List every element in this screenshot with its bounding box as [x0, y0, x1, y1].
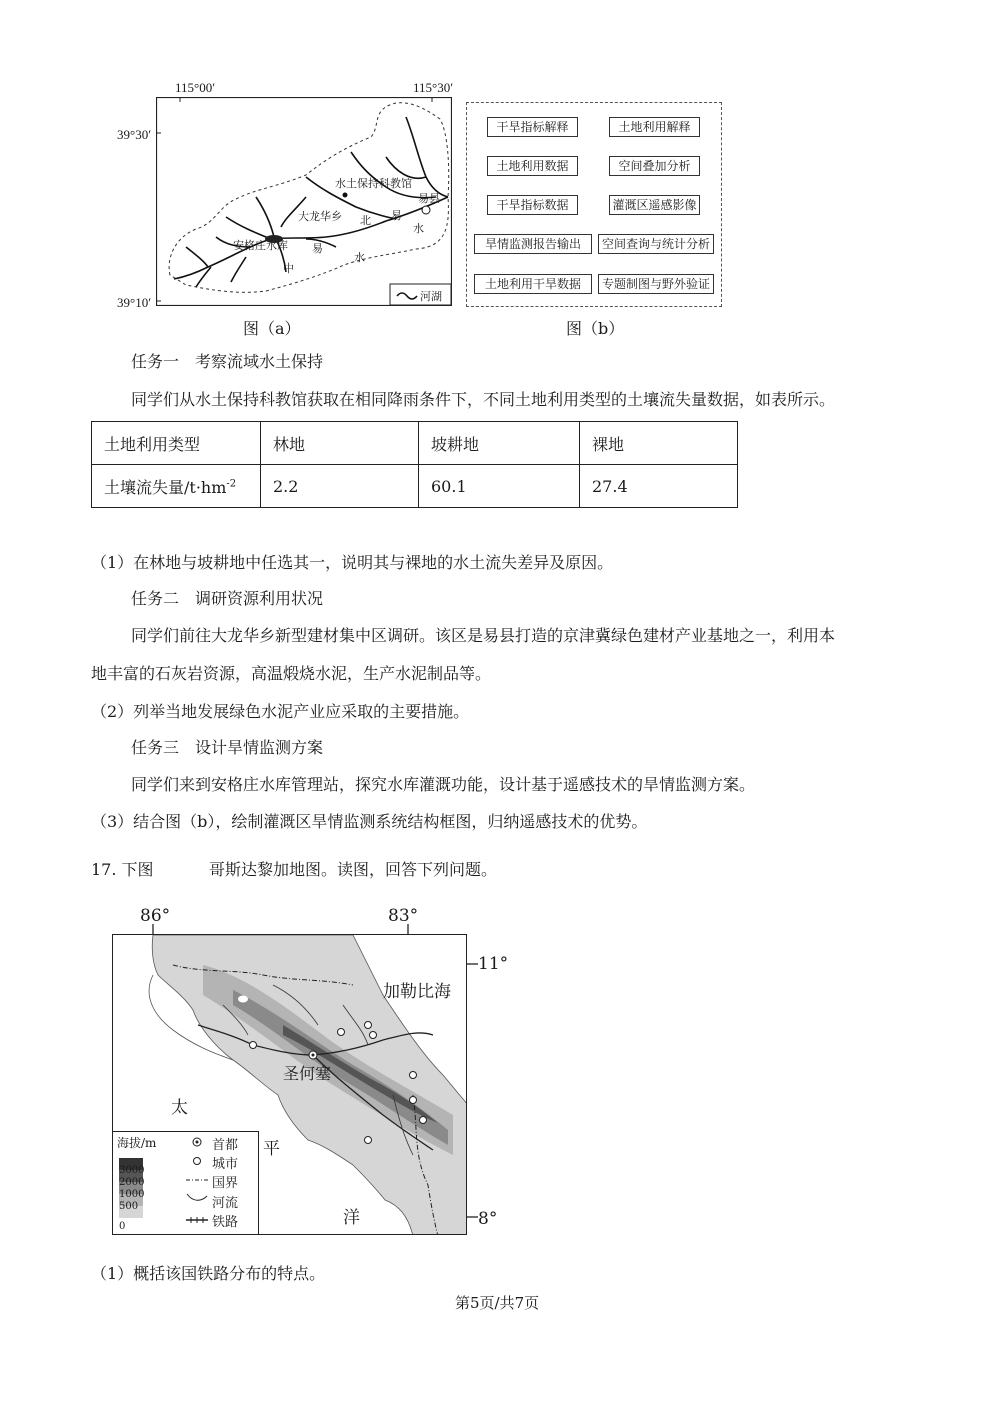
legend-capital: 首都 — [212, 1138, 239, 1153]
label-caribbean-sea: 加勒比海 — [383, 982, 451, 1002]
caption-figure-b: 图（b） — [566, 319, 625, 338]
table-row — [92, 465, 738, 508]
river-label-zhong: 中 — [283, 262, 294, 275]
lon-label-115-30: 115°30′ — [413, 80, 454, 95]
river-basin-map — [156, 97, 452, 306]
box-drought-report-output: 旱情监测报告输出 — [474, 234, 592, 254]
place-science-museum: 水土保持科教馆 — [335, 177, 412, 190]
task3-intro: 同学们来到安格庄水库管理站，探究水库灌溉功能，设计基于遥感技术的旱情监测方案。 — [131, 775, 756, 794]
lon-label-86: 86° — [140, 906, 171, 926]
legend-symbols — [185, 1136, 209, 1234]
legend-level-2000: 2000 — [119, 1177, 145, 1188]
box-land-use-interpretation: 土地利用解释 — [609, 117, 700, 137]
legend-level-1000: 1000 — [119, 1189, 145, 1200]
map2-legend — [113, 1131, 259, 1235]
table-header-cell: 林地 — [261, 422, 419, 465]
table-row — [92, 422, 738, 465]
river-label-yi: 易 — [391, 209, 402, 222]
table-header-cell: 土地利用类型 — [92, 422, 261, 465]
river-label-bei: 北 — [360, 214, 371, 227]
place-yixian: 易县 — [418, 192, 440, 205]
question-3: （3）结合图（b），绘制灌溉区旱情监测系统结构框图，归纳遥感技术的优势。 — [91, 812, 648, 831]
task2-line2: 地丰富的石灰岩资源，高温煅烧水泥，生产水泥制品等。 — [91, 664, 492, 683]
box-drought-index-data: 干旱指标数据 — [487, 195, 578, 215]
table-cell: 60.1 — [419, 465, 580, 508]
label-ocean-tai: 太 — [171, 1098, 188, 1118]
label-ocean-ping: 平 — [263, 1139, 280, 1159]
river-label-yi-2: 易 — [312, 242, 323, 255]
label-san-jose: 圣何塞 — [283, 1064, 332, 1083]
legend-elevation-title: 海拔/m — [117, 1136, 157, 1150]
table-header-cell: 裸地 — [580, 422, 738, 465]
table-cell: 2.2 — [261, 465, 419, 508]
caption-figure-a: 图（a） — [243, 319, 301, 338]
lat-label-39-10: 39°10′ — [117, 295, 152, 310]
task2-line1: 同学们前往大龙华乡新型建材集中区调研。该区是易县打造的京津冀绿色建材产业基地之一，利用本 — [131, 626, 836, 645]
place-dalonghua: 大龙华乡 — [298, 210, 342, 223]
box-drought-index-interpretation: 干旱指标解释 — [487, 117, 578, 137]
river-label-shui-2: 水 — [354, 251, 365, 264]
question-2: （2）列举当地发展绿色水泥产业应采取的主要措施。 — [91, 702, 470, 721]
legend-level-3000: 3000 — [119, 1165, 145, 1176]
place-angezhuang-reservoir: 安格庄水库 — [233, 239, 288, 252]
lat-label-39-30: 39°30′ — [117, 127, 152, 142]
lat-label-8: 8° — [478, 1209, 498, 1229]
task1-title: 任务一 考察流域水土保持 — [131, 352, 324, 371]
question-1: （1）在林地与坡耕地中任选其一，说明其与裸地的水土流失差异及原因。 — [91, 553, 614, 572]
task2-title: 任务二 调研资源利用状况 — [131, 589, 324, 608]
legend-river: 河流 — [212, 1196, 239, 1211]
question-17-text: 哥斯达黎加地图。读图，回答下列问题。 — [209, 860, 498, 879]
lat-label-11: 11° — [478, 954, 509, 974]
task1-intro: 同学们从水土保持科教馆获取在相同降雨条件下，不同土地利用类型的土壤流失量数据，如表所示。 — [131, 390, 836, 409]
table-row-label: 土壤流失量$/t\cdot hm^{-2}$ — [92, 465, 261, 508]
table-header-cell: 坡耕地 — [419, 422, 580, 465]
question-17-1: （1）概括该国铁路分布的特点。 — [91, 1264, 326, 1283]
box-mapping-field-verification: 专题制图与野外验证 — [598, 274, 714, 294]
table-cell: 27.4 — [580, 465, 738, 508]
task3-title: 任务三 设计旱情监测方案 — [131, 738, 324, 757]
box-irrigation-remote-images: 灌溉区遥感影像 — [609, 195, 700, 215]
box-land-use-drought-data: 土地利用干旱数据 — [474, 274, 592, 294]
page-footer: 第5页/共7页 — [455, 1294, 540, 1312]
costa-rica-map — [112, 934, 467, 1235]
legend-level-0: 0 — [119, 1221, 126, 1232]
river-label-shui: 水 — [413, 222, 424, 235]
box-spatial-overlay: 空间叠加分析 — [609, 156, 700, 176]
legend-city: 城市 — [212, 1157, 239, 1172]
lon-label-83: 83° — [388, 906, 419, 926]
label-ocean-yang: 洋 — [343, 1208, 360, 1228]
legend-border: 国界 — [212, 1176, 239, 1191]
box-land-use-data: 土地利用数据 — [487, 156, 578, 176]
legend-rivers-lakes: 河湖 — [420, 290, 442, 303]
legend-railway: 铁路 — [212, 1215, 239, 1230]
legend-level-500: 500 — [119, 1201, 139, 1212]
box-spatial-query-statistics: 空间查询与统计分析 — [598, 234, 714, 254]
question-17-number: 17. 下图 — [91, 860, 154, 879]
soil-loss-table — [91, 421, 738, 508]
figure-b-flowchart — [466, 102, 722, 307]
lon-label-115-00: 115°00′ — [175, 80, 216, 95]
